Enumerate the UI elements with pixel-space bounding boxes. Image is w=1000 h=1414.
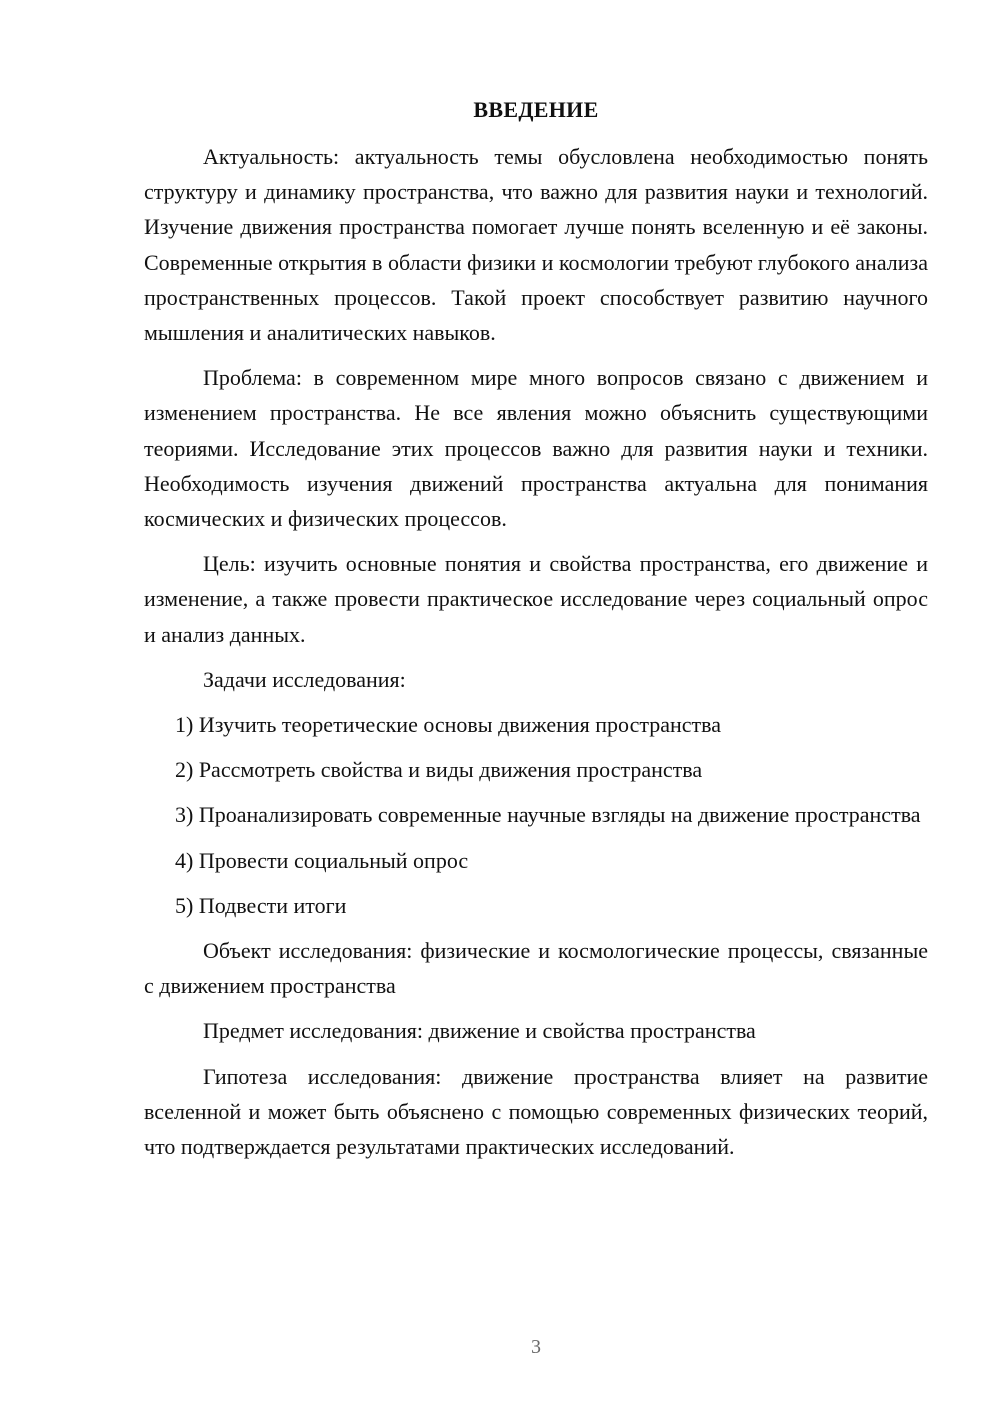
paragraph-tasks-title: Задачи исследования: (203, 666, 406, 692)
paragraph-hypothesis: Гипотеза исследования: движение пространства влияет на развитие вселенной и может быть объяснено с помощью современных физических теорий, что подтверждается результатами практических исследований. (144, 1063, 928, 1160)
page-content (144, 92, 928, 1174)
list-item: 1) Изучить теоретические основы движения пространства (175, 712, 722, 738)
list-item: 3) Проанализировать современные научные взгляды на движение пространства (175, 802, 921, 828)
list-item: 4) Провести социальный опрос (175, 847, 469, 873)
tasks-list (144, 707, 928, 923)
paragraph-relevance: Актуальность: актуальность темы обусловлена необходимостью понять структуру и динамику пространства, что важно для развития науки и технологий. Изучение движения пространства помогает лучше понять вселенную и её законы. Современные открытия в области физики и космологии требуют глубокого анализа пространственных процессов. Такой проект способствует развитию научного мышления и аналитических навыков. (144, 144, 928, 346)
list-item: 5) Подвести итоги (175, 892, 347, 918)
paragraph-problem: Проблема: в современном мире много вопросов связано с движением и изменением пространства. Не все явления можно объяснить существующими теориями. Исследование этих процессов важно для развития науки и техники. Необходимость изучения движений пространства актуальна для понимания космических и физических процессов. (144, 365, 928, 532)
paragraph-goal: Цель: изучить основные понятия и свойства пространства, его движение и изменение, а также провести практическое исследование через социальный опрос и анализ данных. (144, 551, 928, 647)
list-item: 2) Рассмотреть свойства и виды движения пространства (175, 757, 703, 783)
section-heading: ВВЕДЕНИЕ (473, 97, 599, 122)
paragraph-object: Объект исследования: физические и космологические процессы, связанные с движением пространства (144, 938, 928, 999)
page-number: 3 (531, 1336, 541, 1358)
paragraph-subject: Предмет исследования: движение и свойства пространства (203, 1018, 756, 1044)
